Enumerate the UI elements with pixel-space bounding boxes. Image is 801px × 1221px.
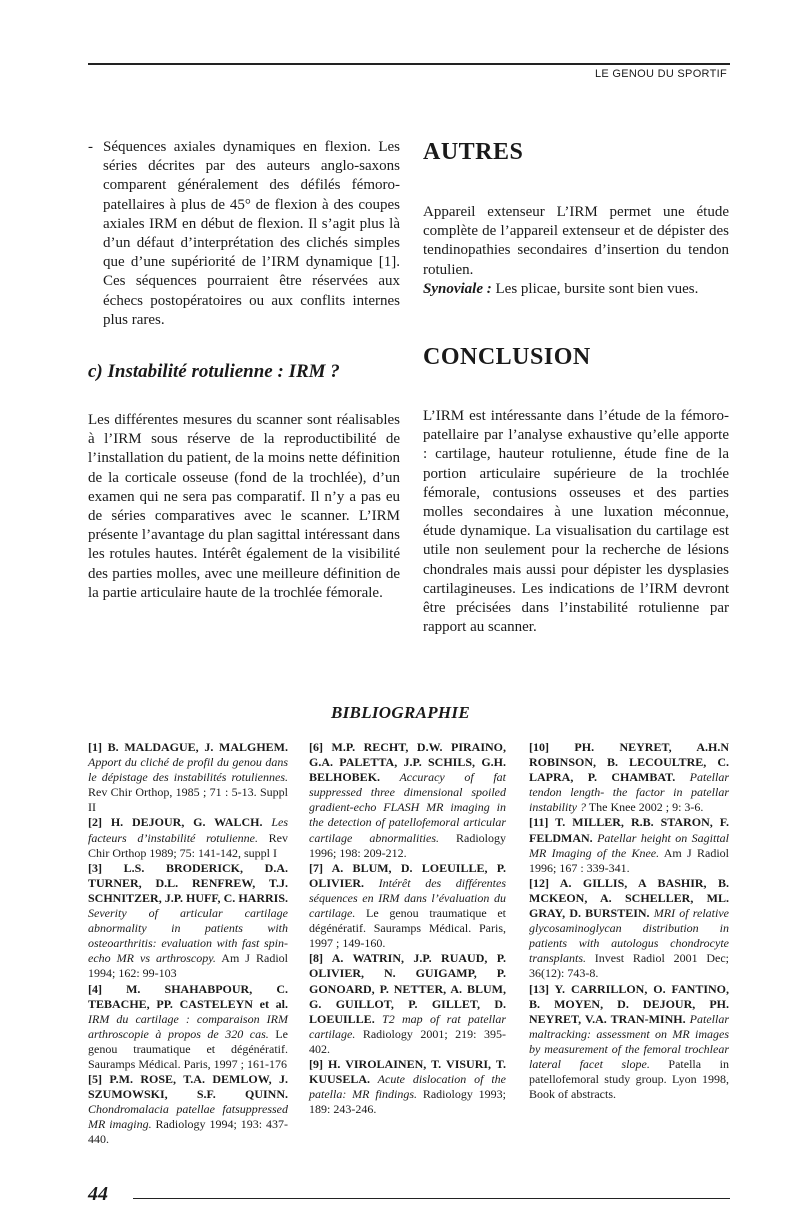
bibliography-reference	[88, 982, 288, 1073]
bibliography-reference	[529, 740, 729, 815]
section-heading-instabilite: c) Instabilité rotulienne : IRM ?	[88, 361, 340, 382]
reference-title: MRI of relative glycosaminoglycan distribution in patients with autologus chondrocyte transplants.	[529, 906, 729, 966]
reference-source: Le genou traumatique et dégénératif. Sauramps Médical. Paris, 1997 ; 149-160.	[309, 906, 506, 951]
reference-source: Am J Radiol 1996; 167 : 339-341.	[529, 845, 729, 875]
reference-authors: [6] M.P. RECHT, D.W. PIRAINO, G.A. PALETTA, J.P. SCHILS, G.H. BELHOBEK.	[309, 740, 506, 785]
header-rule	[88, 63, 730, 65]
bullet-dash: -	[88, 139, 93, 155]
reference-title: Intérêt des différentes séquences en IRM dans l’évaluation du cartilage.	[309, 875, 506, 921]
reference-authors: [7] A. BLUM, D. LOEUILLE, P. OLIVIER.	[309, 860, 506, 890]
bibliography-column-3	[529, 740, 729, 1102]
bibliography-reference	[309, 1057, 506, 1117]
reference-source: Le genou traumatique et dégénératif. Sauramps Médical. Paris, 1997 ; 161-176	[88, 1026, 288, 1071]
synoviale-text: Les plicae, bursite sont bien vues.	[491, 280, 699, 297]
reference-title: Chondromalacia patellae fatsuppressed MR imaging.	[88, 1102, 288, 1132]
bibliography-reference	[88, 1072, 288, 1147]
reference-authors: [9] H. VIROLAINEN, T. VISURI, T. KUUSELA.	[309, 1056, 506, 1087]
heading-conclusion: CONCLUSION	[423, 344, 591, 370]
bibliography-reference	[529, 815, 729, 875]
bibliography-reference	[309, 951, 506, 1057]
reference-title: Patellar maltracking: assessment on MR images by measurement of the femoral trochlear lateral facet slope.	[529, 1011, 730, 1071]
reference-authors: [12] A. GILLIS, A BASHIR, B. MCKEON, A. SCHELLER, ML. GRAY, D. BURSTEIN.	[529, 875, 729, 921]
autres-text: Appareil extenseur L’IRM permet une étude complète de l’appareil extenseur et de dépister des tendinopathies secondaires d’insertion du tendon rotulien.	[423, 204, 729, 278]
reference-source: The Knee 2002 ; 9: 3-6.	[586, 800, 704, 815]
bibliography-column-1	[88, 740, 288, 1148]
heading-autres: AUTRES	[423, 139, 524, 165]
reference-authors: [1] B. MALDAGUE, J. MALGHEM.	[88, 740, 288, 754]
reference-authors: [2] H. DEJOUR, G. WALCH.	[88, 815, 263, 830]
bibliography-reference	[88, 740, 288, 815]
reference-title: IRM du cartilage : comparaison IRM arthroscopie à propos de 320 cas.	[88, 1011, 288, 1041]
reference-authors: [5] P.M. ROSE, T.A. DEMLOW, J. SZUMOWSKI, S.F. QUINN.	[88, 1072, 288, 1102]
bibliography-reference	[529, 876, 729, 982]
bullet-text: Séquences axiales dynamiques en flexion. Les séries décrites par des auteurs anglo-saxons comparent généralement des défilés fémoro-patellaires à plus de 45° de flexion à des coupes axiales IRM en début de flexion. Il s’agit plus là d’un défaut d’interprétation des clichés simples que d’une supériorité de l’IRM dynamique [1]. Ces séquences pourraient être réservées aux échecs postopératoires ou aux conflits internes plus rares.	[103, 139, 400, 328]
reference-title: Apport du cliché de profil du genou dans le dépistage des instabilités rotuliennes.	[88, 755, 288, 785]
reference-authors: [13] Y. CARRILLON, O. FANTINO, B. MOYEN, D. DEJOUR, PH. NEYRET, V.A. TRAN-MINH.	[529, 981, 729, 1026]
reference-authors: [3] L.S. BRODERICK, D.A. TURNER, D.L. RENFREW, T.J. SCHNITZER, J.P. HUFF, C. HARRIS.	[88, 860, 288, 905]
bibliography-reference	[529, 982, 729, 1103]
reference-title: Patellar tendon length- the factor in patellar instability ?	[529, 770, 729, 815]
reference-title: Patellar height on Sagittal MR Imaging of the Knee.	[529, 830, 729, 860]
reference-source: Rev Chir Orthop, 1985 ; 71 : 5-13. Suppl II	[88, 785, 288, 815]
bibliography-reference	[88, 815, 288, 860]
reference-source: Rev Chir Orthop 1989; 75: 141-142, suppl I	[88, 830, 288, 860]
reference-title: T2 map of rat patellar cartilage.	[309, 1011, 506, 1041]
reference-title: Acute dislocation of the patella: MR findings.	[309, 1072, 506, 1102]
reference-title: Les facteurs d’instabilité rotulienne.	[88, 815, 288, 845]
page-number: 44	[88, 1183, 108, 1205]
footer-rule	[133, 1198, 730, 1199]
reference-source: Am J Radiol 1994; 162: 99-103	[88, 951, 288, 981]
reference-source: Radiology 1994; 193: 437-440.	[88, 1117, 288, 1147]
synoviale-label: Synoviale :	[423, 280, 492, 297]
bibliography-reference	[309, 861, 506, 952]
synoviale-line	[423, 280, 729, 299]
bibliography-reference	[88, 861, 288, 982]
reference-authors: [8] A. WATRIN, J.P. RUAUD, P. OLIVIER, N. GUIGAMP, P. GONOARD, P. NETTER, A. BLUM, G. GUILLOT, P. GILLET, D. LOEUILLE.	[309, 951, 506, 1026]
running-title: LE GENOU DU SPORTIF	[594, 68, 727, 80]
reference-authors: [10] PH. NEYRET, A.H.N ROBINSON, B. LECOULTRE, C. LAPRA, P. CHAMBAT.	[529, 740, 729, 785]
reference-title: Accuracy of fat suppressed three dimensional spoiled gradient-echo FLASH MR imaging in the detection of patellofemoral articular cartilage abnormalities.	[309, 770, 506, 845]
reference-authors: [4] M. SHAHABPOUR, C. TEBACHE, PP. CASTELEYN et al.	[88, 981, 288, 1011]
reference-source: Invest Radiol 2001 Dec; 36(12): 743-8.	[529, 951, 729, 981]
reference-source: Patella in patellofemoral study group. Lyon 1998, Book of abstracts.	[529, 1056, 729, 1102]
bullet-paragraph	[88, 138, 400, 330]
bibliography-title: BIBLIOGRAPHIE	[331, 703, 470, 722]
conclusion-paragraph: L’IRM est intéressante dans l’étude de la fémoro-patellaire par l’analyse exhaustive qu’elle apporte : cartilage, hauteur rotulienne, étude fine de la portion articulaire supérieure de la trochlée fémorale, contusions osseuses et des parties molles secondaires à une luxation méconnue, étude dynamique. La visualisation du cartilage est utile non seulement pour la recherche de lésions chondrales mais aussi pour dépister les dysplasies cartilagineuses. Les indications de l’IRM devront être précisées dans l’instabilité rotulienne par rapport au scanner.	[423, 408, 729, 636]
reference-source: Radiology 1996; 198: 209-212.	[309, 830, 506, 860]
bibliography-column-2	[309, 740, 506, 1117]
reference-source: Radiology 2001; 219: 395-402.	[309, 1026, 506, 1056]
reference-source: Radiology 1993; 189: 243-246.	[309, 1087, 506, 1117]
instabilite-paragraph: Les différentes mesures du scanner sont réalisables à l’IRM sous réserve de la reproductibilité de l’installation du patient, de la moins nette définition de la corticale osseuse (fond de la trochlée), d’un examen qui ne sera pas comparatif. Il n’y a pas eu de séries comparatives avec le scanner. L’IRM présente l’avantage du plan sagittal intéressant dans les rotules hautes. Intérêt également de la visibilité des parties molles, avec une meilleure définition de la partie articulaire haute de la trochlée fémorale.	[88, 412, 400, 601]
reference-title: Severity of articular cartilage abnormality in patients with osteoarthritis: evaluation with fast spin-echo MR vs arthroscopy.	[88, 906, 288, 966]
bibliography-reference	[309, 740, 506, 861]
reference-authors: [11] T. MILLER, R.B. STARON, F. FELDMAN.	[529, 815, 729, 845]
autres-paragraph	[423, 203, 729, 299]
